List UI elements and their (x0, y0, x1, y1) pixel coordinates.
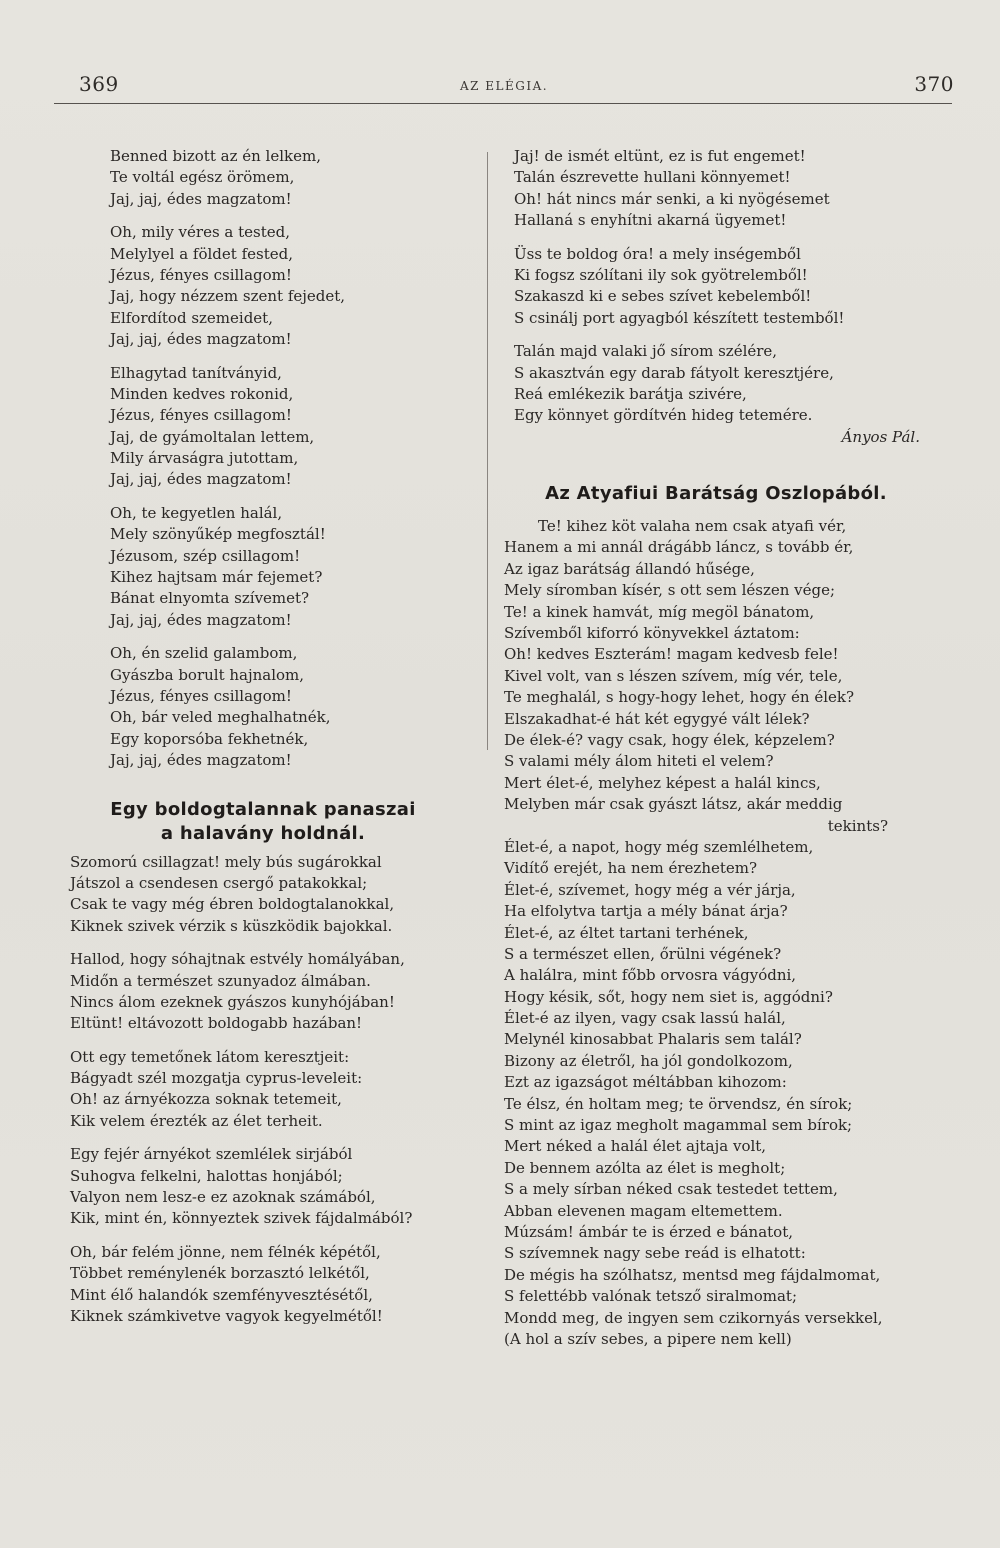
verse-line: Kihez hajtsam már fejemet? (110, 568, 323, 587)
verse-line: Mint élő halandók szemfényvesztésétől, (70, 1285, 373, 1304)
verse-line: Hallaná s enyhítni akarná ügyemet! (514, 211, 787, 230)
verse-line: Melylyel a földet fested, (110, 244, 293, 263)
verse-line: Többet reménylenék borzasztó lelkétől, (70, 1264, 370, 1283)
verse-line: Élet-é, a napot, hogy még szemlélhetem, (504, 837, 814, 856)
verse-line: Oh, bár veled meghalhatnék, (110, 708, 331, 727)
verse-line: Mert néked a halál élet ajtaja volt, (504, 1137, 767, 1156)
verse-line: Mely síromban kísér, s ott sem lészen vége; (504, 581, 836, 600)
verse-line: Bágyadt szél mozgatja cyprus-leveleit: (70, 1069, 363, 1088)
verse-line: Kivel volt, van s lészen szívem, míg vér, tele, (504, 666, 843, 685)
verse-line: Egy koporsóba fekhetnék, (110, 729, 309, 748)
verse-line: De mégis ha szólhatsz, mentsd meg fájdalmomat, (504, 1265, 881, 1284)
verse-line: Oh, én szelid galambom, (110, 644, 298, 663)
verse-line: Nincs álom ezeknek gyászos kunyhójában! (70, 992, 395, 1011)
verse-line: (A hol a szív sebes, a pipere nem kell) (504, 1329, 792, 1348)
verse-line: Bizony az életről, ha jól gondolkozom, (504, 1051, 793, 1070)
verse-line: Melynél kinosabbat Phalaris sem talál? (504, 1030, 802, 1049)
poem-body (504, 516, 928, 1350)
verse-line: Élet-é, az éltet tartani terhének, (504, 923, 749, 942)
verse-line: Jaj, jaj, édes magzatom! (110, 470, 292, 489)
poem-title-line2: a halavány holdnál. (160, 822, 366, 844)
verse-line: De bennem azólta az élet is megholt; (504, 1158, 786, 1177)
verse-line: Jézus, fényes csillagom! (110, 406, 292, 425)
verse-line: Jézus, fényes csillagom! (110, 265, 292, 284)
verse-line: S valami mély álom hiteti el velem? (504, 752, 774, 771)
verse-line: Benned bizott az én lelkem, (110, 147, 321, 165)
right-column (504, 146, 928, 1350)
page-header (54, 72, 954, 102)
verse-line: Reá emlékezik barátja szivére, (514, 384, 747, 403)
verse-line: Oh! az árnyékozza soknak tetemeit, (70, 1090, 342, 1109)
verse-line: S szívemnek nagy sebe reád is elhatott: (504, 1244, 806, 1263)
verse-line: S mint az igaz megholt magammal sem bírok; (504, 1116, 853, 1135)
running-title: AZ ELÉGIA. (459, 79, 549, 93)
verse-line: Vidítő erejét, ha nem érezhetem? (504, 859, 758, 878)
verse-line: Élet-é, szívemet, hogy még a vér járja, (504, 880, 796, 899)
author-signature: Ányos Pál. (841, 427, 920, 446)
verse-line: Minden kedves rokonid, (110, 384, 294, 403)
verse-line: Játszol a csendesen csergő patakokkal; (70, 873, 368, 892)
verse-line: Te! a kinek hamvát, míg megöl bánatom, (504, 602, 815, 621)
verse-line: Jaj, jaj, édes magzatom! (110, 330, 292, 349)
column-divider (487, 152, 488, 750)
verse-line: Valyon nem lesz-e ez azoknak számából, (70, 1188, 376, 1207)
verse-line: Oh, te kegyetlen halál, (110, 503, 283, 522)
verse-line: Mondd meg, de ingyen sem czikornyás versekkel, (504, 1308, 883, 1327)
verse-line: Te meghalál, s hogy-hogy lehet, hogy én élek? (504, 688, 855, 707)
poem-stanzas (48, 146, 478, 772)
verse-line: S csinálj port agyagból készített testemből! (514, 308, 845, 327)
verse-line: Kik velem érezték az élet terheit. (70, 1111, 323, 1130)
verse-line: Hallod, hogy sóhajtnak estvély homályában, (70, 950, 405, 969)
verse-line: Ki fogsz szólítani ily sok gyötrelemből! (514, 265, 808, 284)
verse-line: Oh! hát nincs már senki, a ki nyögésemet (514, 189, 830, 208)
verse-line: Te! kihez köt valaha nem csak atyafi vér, (538, 517, 847, 536)
poem-title: Egy boldogtalannak panaszai (110, 798, 416, 820)
verse-line: S a mely sírban néked csak testedet tettem, (504, 1180, 838, 1199)
verse-line: Mily árvaságra jutottam, (110, 449, 299, 468)
verse-line: Kik, mint én, könnyeztek szivek fájdalmából? (70, 1209, 413, 1228)
verse-line: Ha elfolytva tartja a mély bánat árja? (504, 902, 788, 921)
verse-line: Szívemből kiforró könyvekkel áztatom: (504, 624, 800, 643)
verse-line: Jaj, jaj, édes magzatom! (110, 189, 292, 208)
verse-line: Te voltál egész örömem, (110, 168, 295, 187)
verse-line: Eltünt! eltávozott boldogabb hazában! (70, 1014, 363, 1033)
verse-line: Egy fejér árnyékot szemlélek sirjából (70, 1145, 353, 1164)
verse-line: Jaj! de ismét eltünt, ez is fut engemet! (514, 147, 806, 165)
verse-line: Szakaszd ki e sebes szívet kebelemből! (514, 287, 812, 306)
verse-line: Jaj, jaj, édes magzatom! (110, 751, 292, 770)
verse-line: Kiknek szivek vérzik s küszködik bajokkal. (70, 916, 393, 935)
poem-stanzas (504, 146, 928, 427)
verse-line: Oh, bár felém jönne, nem félnék képétől, (70, 1242, 381, 1261)
poem-title: Az Atyafiui Barátság Oszlopából. (545, 483, 887, 505)
left-column (48, 146, 478, 1327)
verse-line: Csak te vagy még ébren boldogtalanokkal, (70, 895, 395, 914)
verse-line: Jaj, jaj, édes magzatom! (110, 610, 292, 629)
verse-line: Bánat elnyomta szívemet? (110, 589, 310, 608)
right-page-number: 370 (914, 72, 954, 96)
verse-line: S a természet ellen, őrülni végének? (504, 944, 782, 963)
verse-line: Ezt az igazságot méltábban kihozom: (504, 1073, 787, 1092)
verse-line: S felettébb valónak tetsző siralmomat; (504, 1287, 797, 1306)
poem-stanzas (48, 852, 478, 1328)
verse-line: Elfordítod szemeidet, (110, 308, 273, 327)
verse-line: Midőn a természet szunyadoz álmában. (70, 971, 371, 990)
verse-line: Mely szönyűkép megfosztál! (110, 525, 326, 544)
verse-line: Egy könnyet gördítvén hideg tetemére. (514, 406, 813, 425)
verse-line: S akasztván egy darab fátyolt keresztjére, (514, 363, 834, 382)
verse-line: Gyászba borult hajnalom, (110, 665, 305, 684)
header-rule (54, 103, 952, 104)
verse-line: Elszakadhat-é hát két egygyé vált lélek? (504, 709, 810, 728)
verse-line: Melyben már csak gyászt látsz, akár meddig (504, 795, 843, 814)
left-page-number: 369 (79, 72, 119, 96)
verse-line: Talán majd valaki jő sírom szélére, (514, 342, 778, 361)
verse-line: Szomorú csillagzat! mely bús sugárokkal (70, 852, 382, 871)
verse-line: Mert élet-é, melyhez képest a halál kincs, (504, 773, 821, 792)
verse-line: Üss te boldog óra! a mely inségemből (514, 244, 801, 263)
verse-line: Talán észrevette hullani könnyemet! (514, 168, 791, 187)
verse-line: Jézusom, szép csillagom! (110, 546, 301, 565)
verse-line: Ott egy temetőnek látom keresztjeit: (70, 1047, 350, 1066)
verse-line: De élek-é? vagy csak, hogy élek, képzelem? (504, 730, 835, 749)
verse-line: Oh, mily véres a tested, (110, 223, 291, 242)
verse-line: Az igaz barátság állandó hűsége, (504, 559, 755, 578)
verse-line: Múzsám! ámbár te is érzed e bánatot, (504, 1222, 794, 1241)
verse-line: Élet-é az ilyen, vagy csak lassú halál, (504, 1009, 786, 1028)
verse-line: Oh! kedves Eszterám! magam kedvesb fele! (504, 645, 839, 664)
verse-line: Jaj, hogy nézzem szent fejedet, (110, 287, 346, 306)
verse-line: Kiknek számkivetve vagyok kegyelmétől! (70, 1306, 383, 1325)
verse-line-continuation: tekints? (827, 816, 888, 835)
verse-line: A halálra, mint főbb orvosra vágyódni, (504, 966, 797, 985)
verse-line: Elhagytad tanítványid, (110, 363, 282, 382)
verse-line: Te élsz, én holtam meg; te örvendsz, én sírok; (504, 1094, 853, 1113)
verse-line: Jaj, de gyámoltalan lettem, (110, 427, 315, 446)
verse-line: Abban elevenen magam eltemettem. (504, 1201, 783, 1220)
verse-line: Hogy késik, sőt, hogy nem siet is, aggódni? (504, 987, 833, 1006)
verse-line: Suhogva felkelni, halottas honjából; (70, 1166, 343, 1185)
verse-line: Jézus, fényes csillagom! (110, 686, 292, 705)
verse-line: Hanem a mi annál drágább láncz, s tovább ér, (504, 538, 854, 557)
